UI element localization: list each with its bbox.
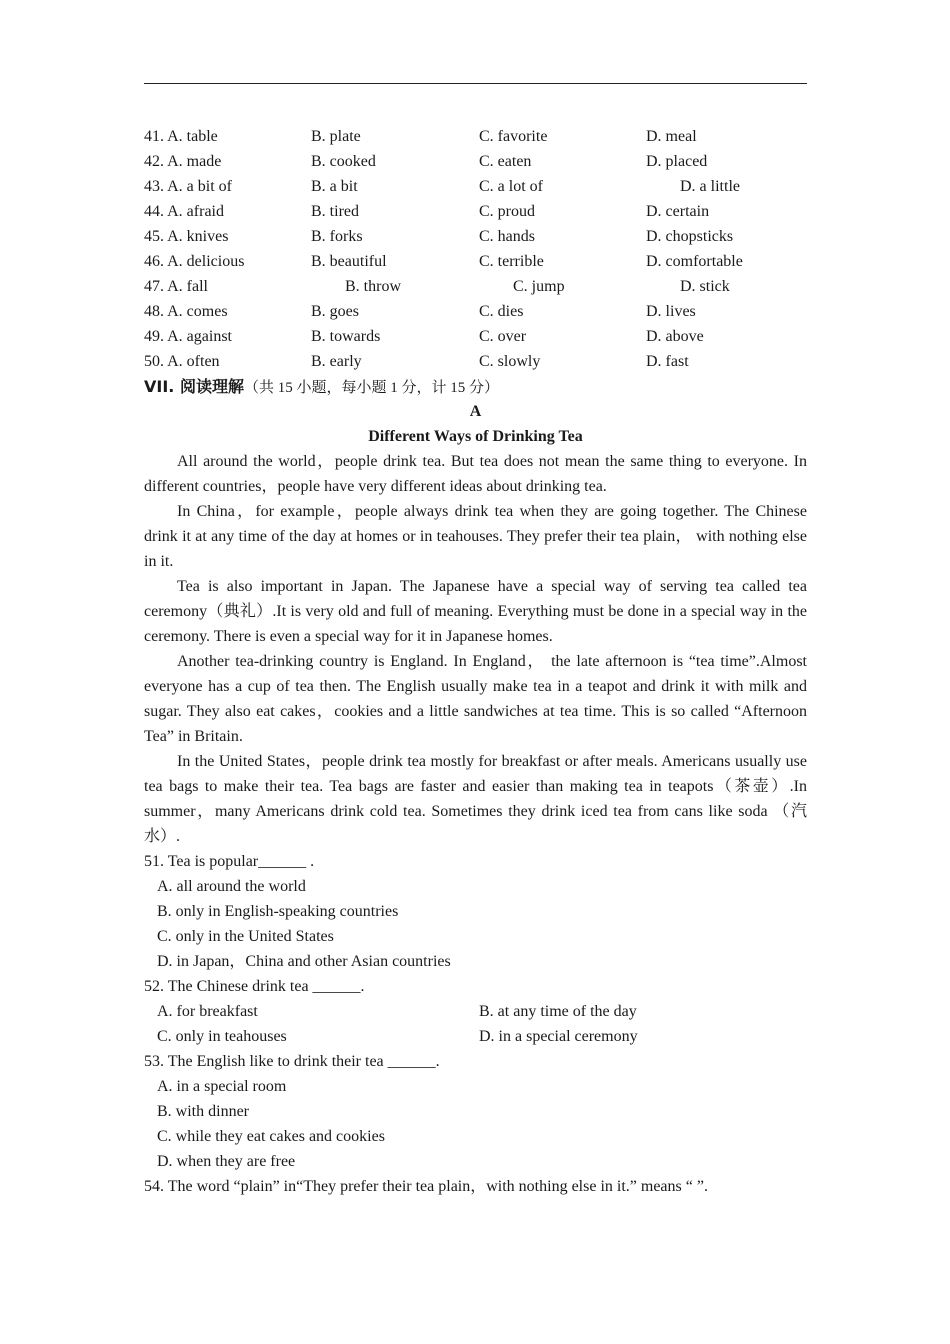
option-a: A. against <box>167 328 232 345</box>
exam-page <box>144 124 807 1199</box>
option-d: D. lives <box>646 303 696 320</box>
option-d: D. chopsticks <box>646 228 734 245</box>
question-52-option-a: A. for breakfast <box>157 1003 258 1020</box>
question-51-option-a: A. all around the world <box>157 878 306 895</box>
option-c: C. jump <box>513 278 565 295</box>
question-52-options-row-2 <box>144 1024 807 1049</box>
passage-label: A <box>469 403 482 420</box>
option-b: B. a bit <box>311 178 358 195</box>
option-c: C. terrible <box>479 253 544 270</box>
question-51-option-c: C. only in the United States <box>157 928 334 945</box>
passage-paragraph-5: In the United States，people drink tea mostly for breakfast or after meals. Americans usually use tea bags to make their tea. Tea bags are faster and easier than making tea in teapots（茶壶）.In summer，many Americans drink cold tea. Sometimes they drink iced tea from cans like soda （汽水）. <box>144 753 807 845</box>
section-title: VII. 阅读理解 <box>144 377 244 396</box>
passage-title: Different Ways of Drinking Tea <box>368 428 583 445</box>
option-c: C. dies <box>479 303 524 320</box>
option-number: 50. <box>144 353 164 370</box>
option-d: D. placed <box>646 153 708 170</box>
option-c: C. hands <box>479 228 535 245</box>
option-b: B. towards <box>311 328 381 345</box>
option-b: B. tired <box>311 203 359 220</box>
option-c: C. proud <box>479 203 535 220</box>
option-a: A. fall <box>167 278 208 295</box>
question-52-options-row-1 <box>144 999 807 1024</box>
option-d: D. a little <box>680 178 740 195</box>
option-number: 45. <box>144 228 164 245</box>
option-d: D. comfortable <box>646 253 743 270</box>
passage-paragraph-4: Another tea-drinking country is England. In England， the late afternoon is “tea time”.Almost everyone has a cup of tea then. The English usually make tea in a teapot and drink it with milk and sugar. They also eat cakes，cookies and a little sandwiches at tea time. This is so called “Afternoon Tea” in Britain. <box>144 653 807 745</box>
question-53-option-a: A. in a special room <box>157 1078 287 1095</box>
option-row-48 <box>144 299 807 324</box>
option-row-49 <box>144 324 807 349</box>
option-row-41 <box>144 124 807 149</box>
option-number: 49. <box>144 328 164 345</box>
option-b: B. beautiful <box>311 253 387 270</box>
option-number: 47. <box>144 278 164 295</box>
question-52-option-c: C. only in teahouses <box>157 1028 287 1045</box>
section-note: （共 15 小题，每小题 1 分，计 15 分） <box>243 380 499 396</box>
option-b: B. early <box>311 353 362 370</box>
option-a: A. table <box>167 128 218 145</box>
option-a: A. often <box>167 353 220 370</box>
option-row-44 <box>144 199 807 224</box>
option-number: 42. <box>144 153 164 170</box>
option-a: A. comes <box>167 303 228 320</box>
option-a: A. a bit of <box>167 178 232 195</box>
option-c: C. favorite <box>479 128 548 145</box>
question-51-option-d: D. in Japan，China and other Asian countries <box>157 953 451 970</box>
option-number: 41. <box>144 128 164 145</box>
option-number: 48. <box>144 303 164 320</box>
question-53-option-d: D. when they are free <box>157 1153 296 1170</box>
option-d: D. meal <box>646 128 697 145</box>
option-b: B. forks <box>311 228 363 245</box>
option-c: C. a lot of <box>479 178 543 195</box>
option-row-45 <box>144 224 807 249</box>
question-52-option-d: D. in a special ceremony <box>479 1028 638 1045</box>
option-d: D. stick <box>680 278 730 295</box>
question-53-stem: 53. The English like to drink their tea ______. <box>144 1053 440 1070</box>
option-b: B. plate <box>311 128 361 145</box>
passage-paragraph-1: All around the world，people drink tea. But tea does not mean the same thing to everyone. In different countries，people have very different ideas about drinking tea. <box>144 453 807 495</box>
question-53-option-b: B. with dinner <box>157 1103 249 1120</box>
question-52-option-b: B. at any time of the day <box>479 1003 637 1020</box>
option-number: 43. <box>144 178 164 195</box>
option-a: A. delicious <box>167 253 245 270</box>
question-51-option-b: B. only in English-speaking countries <box>157 903 399 920</box>
option-row-42 <box>144 149 807 174</box>
option-number: 46. <box>144 253 164 270</box>
option-b: B. throw <box>345 278 401 295</box>
option-a: A. afraid <box>167 203 224 220</box>
question-54-stem: 54. The word “plain” in“They prefer their tea plain，with nothing else in it.” means “ ”. <box>144 1178 708 1195</box>
option-d: D. fast <box>646 353 689 370</box>
option-c: C. eaten <box>479 153 532 170</box>
option-row-43 <box>144 174 807 199</box>
cloze-options <box>144 124 807 374</box>
option-b: B. goes <box>311 303 359 320</box>
option-d: D. above <box>646 328 704 345</box>
option-row-46 <box>144 249 807 274</box>
question-53-option-c: C. while they eat cakes and cookies <box>157 1128 385 1145</box>
option-b: B. cooked <box>311 153 376 170</box>
passage-paragraph-3: Tea is also important in Japan. The Japanese have a special way of serving tea called tea ceremony（典礼）.It is very old and full of meaning. Everything must be done in a special way in the ceremony. There is even a special way for it in Japanese homes. <box>144 578 807 645</box>
option-c: C. slowly <box>479 353 541 370</box>
option-a: A. made <box>167 153 222 170</box>
question-52-stem: 52. The Chinese drink tea ______. <box>144 978 365 995</box>
section-heading <box>144 374 807 399</box>
header-rule <box>144 83 807 84</box>
question-51-stem: 51. Tea is popular______ . <box>144 853 315 870</box>
option-number: 44. <box>144 203 164 220</box>
option-c: C. over <box>479 328 527 345</box>
option-d: D. certain <box>646 203 710 220</box>
option-a: A. knives <box>167 228 229 245</box>
option-row-50 <box>144 349 807 374</box>
passage-paragraph-2: In China，for example，people always drink tea when they are going together. The Chinese drink it at any time of the day at homes or in teahouses. They prefer their tea plain， with nothing else in it. <box>144 503 807 570</box>
option-row-47 <box>144 274 807 299</box>
